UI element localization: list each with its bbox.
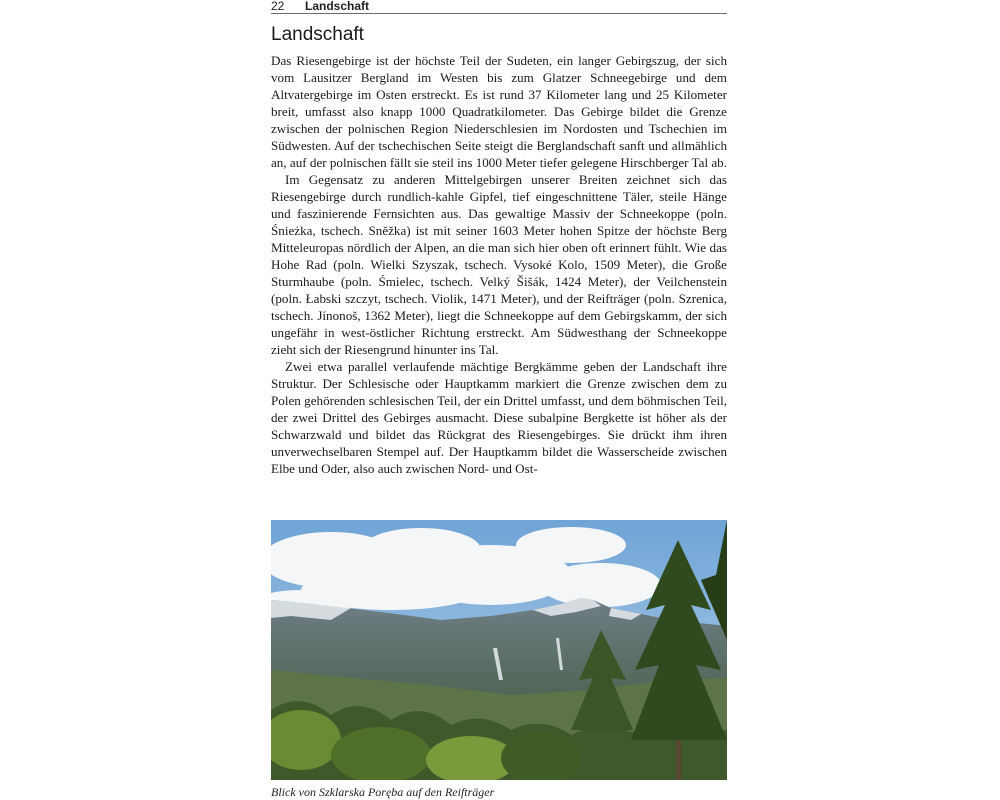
paragraph-3: Zwei etwa parallel verlaufende mächtige Bergkämme geben der Landschaft ihre Struktur. Der Schlesische oder Hauptkamm markiert die Grenze zwischen dem zu Polen gehörenden schlesischen Teil, der ein Drittel umfasst, und dem böhmischen Teil, der zwei Drittel des Gebirges ausmacht. Diese subalpine Bergkette ist höher als der Schwarzwald und bildet das Rückgrat des Riesengebirges. Sie drückt ihm ihren unverwechselbaren Stempel auf. Der Hauptkamm bildet die Wasserscheide zwischen Elbe und Oder, also auch zwischen Nord- und Ost- (271, 359, 727, 476)
running-header (271, 0, 727, 14)
page-number: 22 (271, 0, 285, 13)
paragraph-1: Das Riesengebirge ist der höchste Teil der Sudeten, ein langer Gebirgszug, der sich vom Lausitzer Bergland im Westen bis zum Glatzer Schneegebirge und dem Altvatergebirge im Osten erstreckt. Es ist rund 37 Kilometer lang und 25 Kilometer breit, umfasst also knapp 1000 Quadratkilometer. Das Gebirge bildet die Grenze zwischen der polnischen Region Niederschlesien im Nordosten und Tschechien im Südwesten. Auf der tschechischen Seite steigt die Berglandschaft sanft und allmählich an, auf der polnischen fällt sie steil ins 1000 Meter tiefer gelegene Hirschberger Tal ab. (271, 53, 727, 170)
landscape-photo (271, 520, 727, 780)
body-text (271, 52, 727, 477)
photo-caption: Blick von Szklarska Poręba auf den Reifträger (271, 785, 495, 799)
paragraph-2: Im Gegensatz zu anderen Mittelgebirgen unserer Breiten zeichnet sich das Riesengebirge durch rundlich-kahle Gipfel, tief eingeschnittene Täler, steile Hänge und faszinierende Fernsichten aus. Das gewaltige Massiv der Schneekoppe (poln. Śnieżka, tschech. Sněžka) ist mit seiner 1603 Meter hohen Spitze der höchste Berg Mitteleuropas nördlich der Alpen, an die man sich hier oben oft erinnert fühlt. Wie das Hohe Rad (poln. Wielki Szyszak, tschech. Vysoké Kolo, 1509 Meter), die Große Sturmhaube (poln. Śmielec, tschech. Velký Šišák, 1424 Meter), der Veilchenstein (poln. Łabski szczyt, tschech. Violik, 1471 Meter), und der Reifträger (poln. Szrenica, tschech. Jínonoš, 1362 Meter), liegt die Schneekoppe auf dem Gebirgskamm, der sich ungefähr in west-östlicher Richtung erstreckt. Am Südwesthang der Schneekoppe zieht sich der Riesengrund hinunter ins Tal. (271, 172, 727, 357)
landscape-photo-illustration (271, 520, 727, 780)
section-title: Landschaft (271, 24, 364, 45)
running-header-section: Landschaft (305, 0, 370, 13)
